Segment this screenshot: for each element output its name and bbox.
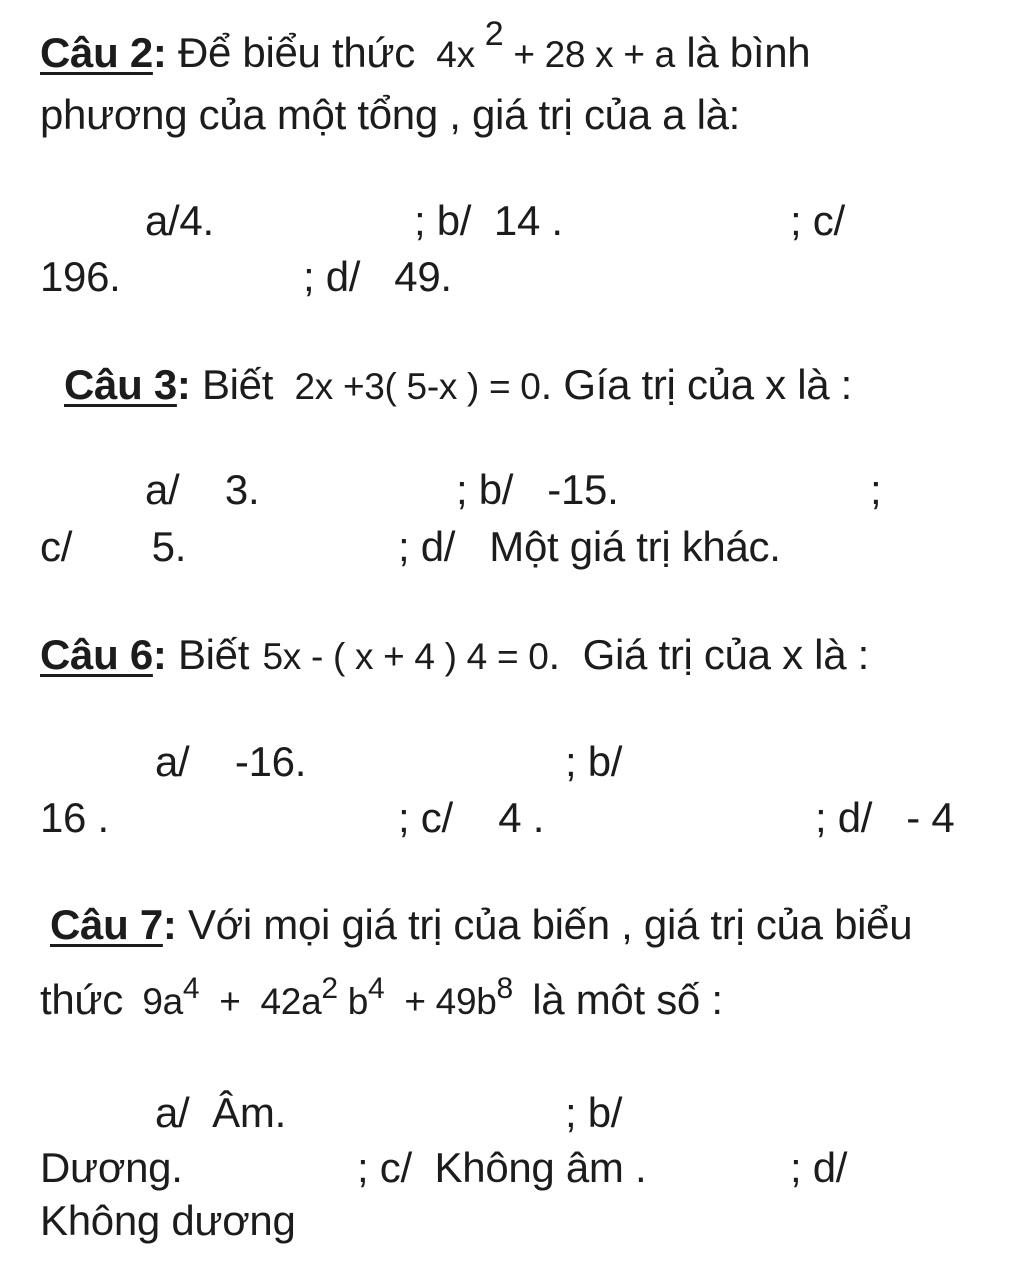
question-2-line-2: phương của một tổng , giá trị của a là:	[40, 91, 741, 138]
question-7-option-c: ; c/ Không âm .	[357, 1144, 647, 1191]
question-6-colon: :	[152, 631, 167, 678]
question-2-option-c: ; c/	[790, 197, 845, 244]
question-7-expr-term-3: b	[337, 981, 369, 1022]
question-2-option-a: a/4.	[145, 197, 214, 244]
question-2-expression	[436, 15, 675, 75]
question-7-expr-exponent-2: 2	[321, 972, 338, 1005]
question-3-intro: Biết	[201, 361, 274, 408]
question-7-option-d: ; d/	[790, 1144, 848, 1191]
question-7-option-b-value: Dương.	[40, 1144, 183, 1191]
question-6-option-a: a/ -16.	[155, 738, 307, 785]
question-7-line-2	[40, 972, 723, 1030]
question-3-option-a: a/ 3.	[145, 466, 260, 513]
question-7-option-b: ; b/	[565, 1089, 623, 1136]
question-6-intro: Biết	[177, 631, 250, 678]
question-7-expr-term-4: + 49b	[404, 981, 497, 1022]
question-2-after: là bình	[686, 29, 811, 76]
question-7-expr-exponent-1: 4	[182, 972, 200, 1005]
question-6-option-d: ; d/ - 4	[815, 794, 955, 841]
question-2-label: Câu 2	[40, 29, 153, 76]
question-3-separator: ;	[870, 466, 882, 513]
question-2-option-b: ; b/ 14 .	[414, 197, 563, 244]
question-2-colon: :	[152, 29, 167, 76]
question-6-line-1	[40, 630, 869, 682]
question-3-expression: 2x +3( 5-x ) = 0	[294, 366, 541, 407]
question-3-colon: :	[176, 361, 191, 408]
question-6-option-c: ; c/ 4 .	[398, 794, 545, 841]
question-7-expr-exponent-3: 4	[368, 972, 385, 1005]
question-7-expr-term-2: + 42a	[219, 981, 322, 1022]
question-7-option-d-value: Không dương	[40, 1197, 296, 1244]
question-3-label: Câu 3	[64, 361, 177, 408]
question-3-after: . Gía trị của x là :	[540, 361, 853, 408]
question-3-option-c: c/ 5.	[40, 523, 187, 570]
question-3-option-d: ; d/ Một giá trị khác.	[398, 523, 781, 570]
question-6-label: Câu 6	[40, 631, 153, 678]
question-7-expression	[142, 972, 513, 1022]
question-7-line-2-start: thức	[40, 976, 123, 1023]
question-2-expr-term-2: + 28 x + a	[513, 34, 675, 75]
question-7-expr-term-1: 9a	[142, 981, 183, 1022]
question-6-option-b: ; b/	[565, 738, 623, 785]
question-6-after: . Giá trị của x là :	[548, 631, 869, 678]
question-7-option-a: a/ Âm.	[155, 1089, 286, 1136]
question-2-expr-exponent: 2	[484, 15, 504, 53]
question-7-colon: :	[162, 901, 177, 948]
question-6-option-b-value: 16 .	[40, 794, 109, 841]
question-7-after: là môt số :	[532, 976, 723, 1023]
question-6-expression: 5x - ( x + 4 ) 4 = 0	[262, 636, 549, 677]
question-2-option-d: ; d/ 49.	[303, 253, 452, 300]
question-7-expr-exponent-4: 8	[496, 972, 513, 1005]
question-7-line-1	[50, 900, 912, 950]
question-2-option-c-value: 196.	[40, 253, 121, 300]
question-7-intro: Với mọi giá trị của biến , giá trị của biểu	[187, 901, 913, 948]
question-2-line-1	[40, 15, 811, 81]
question-7-label: Câu 7	[50, 901, 163, 948]
question-2-intro: Để biểu thức	[177, 29, 415, 76]
question-2-expr-term-1: 4x	[436, 34, 475, 75]
question-3-line-1	[64, 360, 852, 412]
question-3-option-b: ; b/ -15.	[456, 466, 619, 513]
